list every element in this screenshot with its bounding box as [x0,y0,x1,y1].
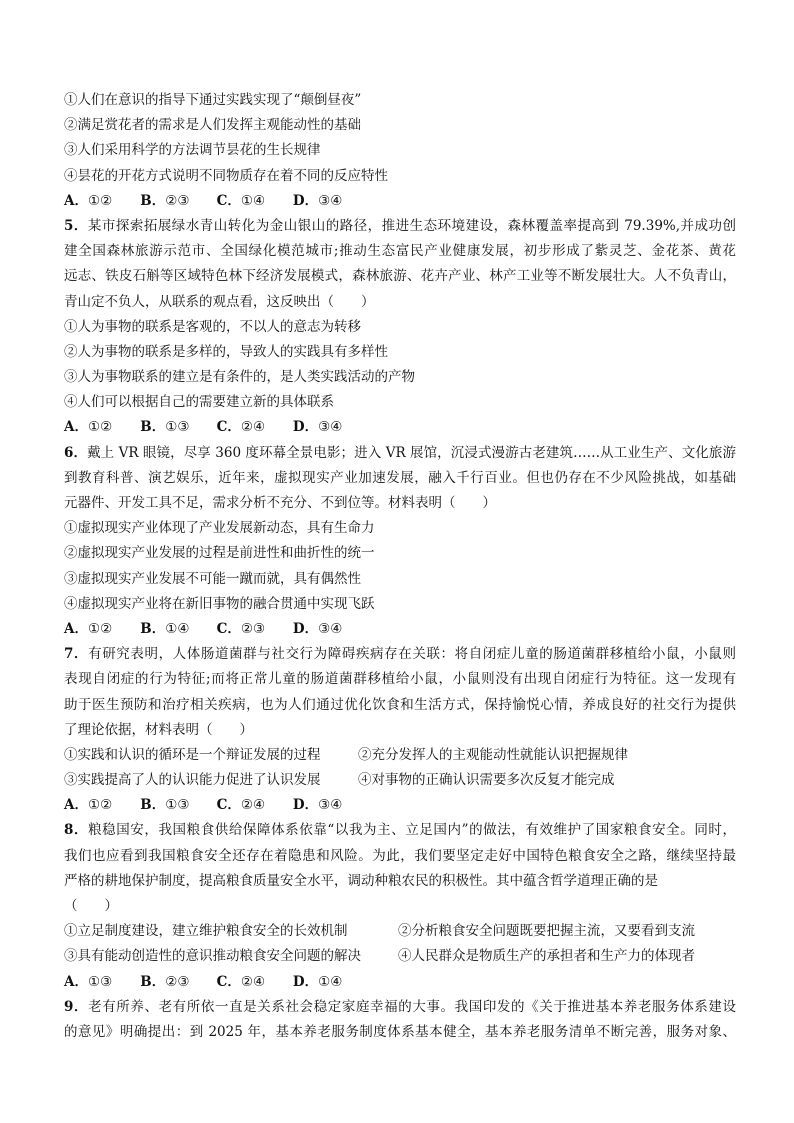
answer-choice-a: A．①② [64,419,113,436]
question-number: 5． [64,217,88,234]
answer-choice-d: D．③④ [292,419,343,436]
option-line: ③实践提高了人的认识能力促进了认识发展 [64,772,321,789]
question-4-options [64,88,736,214]
exam-page [64,88,736,1045]
question-stem-line: 青山定不负人，从联系的观点看，这反映出（ ） [64,293,375,310]
question-9 [64,995,736,1045]
option-line: ②充分发挥人的主观能动性就能认识把握规律 [358,746,628,763]
question-6 [64,441,736,643]
question-stem-line: 严格的耕地保护制度，提高粮食质量安全水平，调动种粮农民的积极性。其中蕴含哲学道理正确的是 [64,872,658,889]
option-row [64,743,736,768]
option-line: ①立足制度建设，建立维护粮食安全的长效机制 [64,923,348,940]
question-stem-line: 表现自闭症的行为特征;而将正常儿童的肠道菌群移植给小鼠，小鼠则没有出现自闭症行为特征。这一发现有 [64,671,736,688]
question-stem-line: 元器件、开发工具不足，需求分析不充分、不到位等。材料表明（ ） [64,495,496,511]
answer-choice-c: C．②④ [216,797,266,814]
answer-choice-a: A．①③ [64,973,113,990]
option-line: ①实践和认识的循环是一个辩证发展的过程 [64,746,321,763]
option-line: ①人们在意识的指导下通过实践实现了“颠倒昼夜” [64,92,362,108]
question-stem-line: 7．有研究表明，人体肠道菌群与社交行为障碍疾病存在关联：将自闭症儿童的肠道菌群移植给小鼠，小鼠则 [64,646,736,663]
answer-choice-a: A．①② [64,192,113,209]
option-row [64,919,736,944]
question-stem-line: 9．老有所养、老有所依一直是关系社会稳定家庭幸福的大事。我国印发的《关于推进基本养老服务体系建设 [64,998,736,1015]
option-line: ②人为事物的联系是多样的，导致人的实践具有多样性 [64,343,388,360]
option-line: ②满足赏花者的需求是人们发挥主观能动性的基础 [64,117,361,134]
option-line: ③人们采用科学的方法调节昙花的生长规律 [64,142,321,159]
question-stem-line: 远志、铁皮石斛等区域特色林下经济发展模式，森林旅游、花卉产业、林产工业等不断发展壮大。人不负青山， [64,268,736,285]
question-stem-line: 建全国森林旅游示范市、全国绿化模范城市;推动生态富民产业健康发展，初步形成了紫灵芝、金花茶、黄花 [64,243,736,260]
question-stem-line: 我们也应看到我国粮食安全还存在着隐患和风险。为此，我们要坚定走好中国特色粮食安全之路，继续坚持最 [64,847,736,864]
answer-choice-b: B．②③ [140,973,190,990]
answer-choices [64,793,736,818]
question-stem-line: 了理论依据，材料表明（ ） [64,721,253,738]
question-stem-line: （ ） [64,898,118,914]
option-line: ④对事物的正确认识需要多次反复才能完成 [358,772,615,789]
question-stem-line: 助于医生预防和治疗相关疾病，也为人们通过优化饮食和生活方式，保持愉悦心情，养成良好的社交行为提供 [64,696,736,713]
question-number: 8． [64,822,89,839]
answer-choice-a: A．①② [64,620,113,637]
answer-choice-c: C．②④ [216,419,266,436]
answer-choice-b: B．②③ [140,192,190,209]
answer-choice-d: D．③④ [292,192,343,209]
question-stem-line: 到教育科普、演艺娱乐，近年来，虚拟现实产业加速发展，融入千行百业。但也仍存在不少风险挑战，如基础 [64,469,736,486]
answer-choice-d: D．③④ [292,797,343,814]
question-stem-line: 的意见》明确提出：到 2025 年，基本养老服务制度体系基本健全，基本养老服务清单不断完善，服务对象、 [64,1023,736,1040]
answer-choice-b: B．①③ [140,419,190,436]
question-5 [64,214,736,441]
answer-choice-d: D．①④ [292,973,343,990]
answer-choices [64,617,736,642]
question-number: 7． [64,646,89,663]
answer-choice-b: B．①④ [140,620,190,637]
question-stem-line: 6．戴上 VR 眼镜，尽享 360 度环幕全景电影；进入 VR 展馆，沉浸式漫游古老建筑……从工业生产、文化旅游 [64,444,736,461]
answer-choices [64,189,736,214]
answer-choice-c: C．②④ [216,973,266,990]
answer-choices [64,970,736,995]
question-stem-line: 8．粮稳国安，我国粮食供给保障体系依靠“以我为主、立足国内”的做法，有效维护了国家粮食安全。同时， [64,822,736,839]
answer-choice-a: A．①② [64,797,113,814]
option-line: ④人民群众是物质生产的承担者和生产力的体现者 [398,948,695,965]
answer-choice-c: C．①④ [216,192,266,209]
question-8 [64,818,736,994]
option-row [64,944,736,969]
question-number: 6． [64,444,88,461]
option-line: ②分析粮食安全问题既要把握主流，又要看到支流 [398,923,695,940]
option-line: ③具有能动创造性的意识推动粮食安全问题的解决 [64,948,361,965]
question-stem-line: 5．某市探索拓展绿水青山转化为金山银山的路径，推进生态环境建设，森林覆盖率提高到 79.39%,并成功创 [64,217,736,234]
answer-choices [64,415,736,440]
option-line: ①人为事物的联系是客观的，不以人的意志为转移 [64,318,361,335]
question-7 [64,642,736,818]
answer-choice-d: D．③④ [292,620,343,637]
option-line: ②虚拟现实产业发展的过程是前进性和曲折性的统一 [64,545,375,562]
question-number: 9． [64,998,89,1015]
option-line: ③人为事物联系的建立是有条件的，是人类实践活动的产物 [64,369,415,386]
option-row [64,768,736,793]
option-line: ④虚拟现实产业将在新旧事物的融合贯通中实现飞跃 [64,595,375,612]
option-line: ④人们可以根据自己的需要建立新的具体联系 [64,394,334,411]
answer-choice-b: B．①③ [140,797,190,814]
option-line: ④昙花的开花方式说明不同物质存在着不同的反应特性 [64,167,388,184]
option-line: ③虚拟现实产业发展不可能一蹴而就，具有偶然性 [64,570,361,587]
answer-choice-c: C．②③ [216,620,266,637]
option-line: ①虚拟现实产业体现了产业发展新动态，具有生命力 [64,520,375,537]
